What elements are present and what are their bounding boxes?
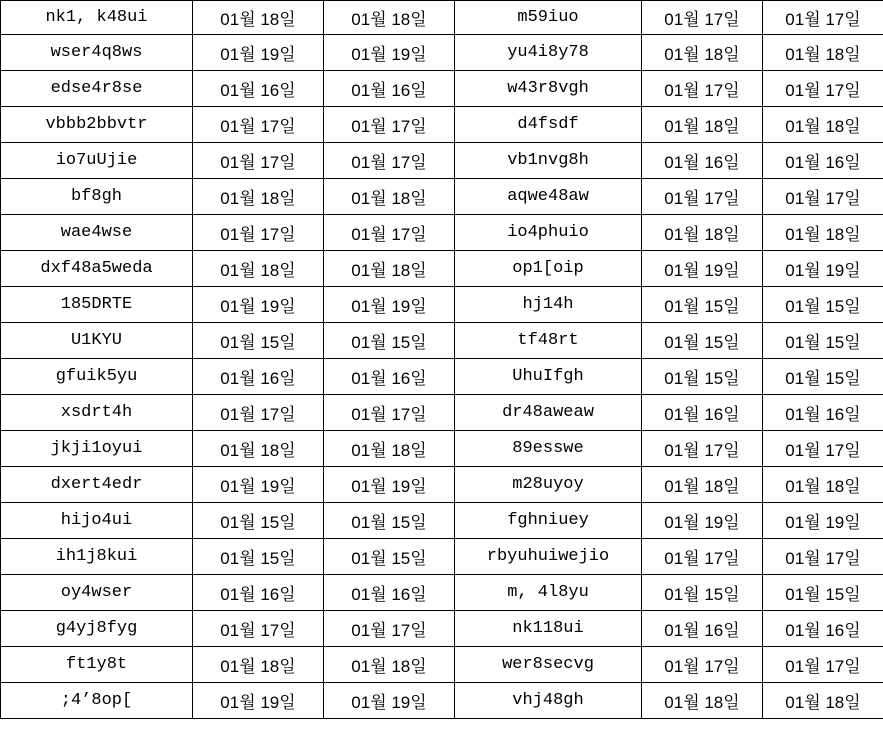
table-cell-code: d4fsdf [455, 107, 642, 143]
table-cell-date: 01월 18일 [324, 647, 455, 683]
table-cell-code: edse4r8se [1, 71, 193, 107]
table-cell-date: 01월 18일 [193, 179, 324, 215]
table-cell-date: 01월 19일 [193, 683, 324, 719]
table-row [1, 323, 883, 359]
table-cell-code: bf8gh [1, 179, 193, 215]
table-cell-code: m59iuo [455, 1, 642, 35]
table-cell-code: jkji1oyui [1, 431, 193, 467]
table-cell-code: vb1nvg8h [455, 143, 642, 179]
table-row [1, 179, 883, 215]
table-cell-code: nk118ui [455, 611, 642, 647]
table-body [1, 1, 883, 719]
table-cell-code: tf48rt [455, 323, 642, 359]
table-cell-date: 01월 17일 [324, 143, 455, 179]
table-row [1, 647, 883, 683]
table-cell-date: 01월 17일 [324, 107, 455, 143]
table-cell-date: 01월 16일 [324, 71, 455, 107]
table-row [1, 575, 883, 611]
table-row [1, 287, 883, 323]
table-cell-date: 01월 15일 [642, 575, 763, 611]
table-cell-date: 01월 18일 [642, 683, 763, 719]
table-row [1, 1, 883, 35]
table-cell-code: dxf48a5weda [1, 251, 193, 287]
table-cell-code: aqwe48aw [455, 179, 642, 215]
table-cell-code: dr48aweaw [455, 395, 642, 431]
table-cell-date: 01월 18일 [193, 647, 324, 683]
table-cell-date: 01월 17일 [193, 107, 324, 143]
table-cell-code: 89esswe [455, 431, 642, 467]
table-cell-date: 01월 16일 [763, 611, 883, 647]
table-row [1, 35, 883, 71]
table-cell-date: 01월 18일 [324, 1, 455, 35]
table-cell-code: hj14h [455, 287, 642, 323]
table-cell-code: ;4’8op[ [1, 683, 193, 719]
table-cell-code: wae4wse [1, 215, 193, 251]
table-cell-date: 01월 17일 [642, 1, 763, 35]
table-row [1, 611, 883, 647]
table-cell-date: 01월 15일 [324, 323, 455, 359]
table-cell-date: 01월 17일 [763, 647, 883, 683]
table-cell-code: xsdrt4h [1, 395, 193, 431]
table-cell-date: 01월 18일 [642, 107, 763, 143]
table-cell-date: 01월 19일 [324, 467, 455, 503]
table-cell-date: 01월 17일 [642, 647, 763, 683]
table-cell-date: 01월 15일 [642, 359, 763, 395]
table-cell-date: 01월 16일 [324, 359, 455, 395]
table-cell-date: 01월 17일 [193, 215, 324, 251]
table-row [1, 143, 883, 179]
table-cell-date: 01월 18일 [763, 107, 883, 143]
table-row [1, 683, 883, 719]
table-cell-date: 01월 15일 [324, 539, 455, 575]
table-cell-date: 01월 18일 [193, 1, 324, 35]
table-cell-date: 01월 17일 [642, 71, 763, 107]
table-cell-date: 01월 15일 [193, 323, 324, 359]
table-cell-date: 01월 18일 [763, 683, 883, 719]
table-cell-date: 01월 17일 [193, 143, 324, 179]
table-cell-code: io7uUjie [1, 143, 193, 179]
table-cell-date: 01월 17일 [324, 611, 455, 647]
table-cell-code: oy4wser [1, 575, 193, 611]
table-cell-date: 01월 18일 [642, 215, 763, 251]
table-cell-date: 01월 17일 [193, 395, 324, 431]
table-cell-date: 01월 19일 [193, 287, 324, 323]
table-cell-date: 01월 16일 [193, 575, 324, 611]
table-cell-code: g4yj8fyg [1, 611, 193, 647]
table-cell-date: 01월 15일 [763, 287, 883, 323]
table-cell-date: 01월 16일 [763, 143, 883, 179]
table-cell-date: 01월 17일 [763, 539, 883, 575]
table-cell-code: dxert4edr [1, 467, 193, 503]
table-cell-date: 01월 17일 [324, 215, 455, 251]
table-cell-date: 01월 18일 [763, 467, 883, 503]
table-row [1, 467, 883, 503]
table-cell-date: 01월 15일 [642, 287, 763, 323]
table-cell-code: 185DRTE [1, 287, 193, 323]
table-cell-date: 01월 15일 [763, 575, 883, 611]
table-cell-code: rbyuhuiwejio [455, 539, 642, 575]
table-cell-code: ft1y8t [1, 647, 193, 683]
table-cell-date: 01월 19일 [642, 503, 763, 539]
table-cell-code: w43r8vgh [455, 71, 642, 107]
table-cell-date: 01월 17일 [763, 71, 883, 107]
table-cell-date: 01월 18일 [763, 35, 883, 71]
table-cell-code: hijo4ui [1, 503, 193, 539]
table-cell-code: nk1, k48ui [1, 1, 193, 35]
table-cell-code: vbbb2bbvtr [1, 107, 193, 143]
table-cell-code: U1KYU [1, 323, 193, 359]
table-cell-date: 01월 17일 [642, 539, 763, 575]
table-cell-code: gfuik5yu [1, 359, 193, 395]
table-cell-date: 01월 19일 [324, 287, 455, 323]
table-row [1, 395, 883, 431]
table-cell-date: 01월 18일 [324, 251, 455, 287]
table-cell-date: 01월 18일 [324, 179, 455, 215]
table-cell-date: 01월 18일 [193, 251, 324, 287]
table-row [1, 503, 883, 539]
table-row [1, 431, 883, 467]
table-cell-date: 01월 19일 [763, 503, 883, 539]
table-cell-date: 01월 16일 [763, 395, 883, 431]
table-cell-date: 01월 18일 [324, 431, 455, 467]
table-cell-date: 01월 19일 [763, 251, 883, 287]
table-row [1, 215, 883, 251]
table-cell-date: 01월 19일 [324, 683, 455, 719]
table-cell-date: 01월 15일 [763, 323, 883, 359]
table-cell-date: 01월 17일 [763, 179, 883, 215]
table-cell-code: m28uyoy [455, 467, 642, 503]
table-cell-code: wer8secvg [455, 647, 642, 683]
table-cell-date: 01월 15일 [324, 503, 455, 539]
table-cell-date: 01월 19일 [642, 251, 763, 287]
table-row [1, 71, 883, 107]
table-row [1, 107, 883, 143]
table-cell-date: 01월 19일 [193, 467, 324, 503]
table-cell-code: vhj48gh [455, 683, 642, 719]
table-cell-date: 01월 18일 [642, 467, 763, 503]
table-cell-date: 01월 19일 [193, 35, 324, 71]
table-cell-date: 01월 17일 [324, 395, 455, 431]
table-cell-date: 01월 17일 [642, 431, 763, 467]
table-cell-date: 01월 18일 [642, 35, 763, 71]
table-cell-date: 01월 17일 [642, 179, 763, 215]
table-cell-date: 01월 15일 [763, 359, 883, 395]
table-cell-code: m, 4l8yu [455, 575, 642, 611]
table-row [1, 539, 883, 575]
table-cell-code: ih1j8kui [1, 539, 193, 575]
table-cell-date: 01월 17일 [763, 1, 883, 35]
table-cell-code: wser4q8ws [1, 35, 193, 71]
table-cell-date: 01월 16일 [324, 575, 455, 611]
table-cell-date: 01월 17일 [763, 431, 883, 467]
table-cell-date: 01월 15일 [193, 539, 324, 575]
table-cell-date: 01월 16일 [642, 395, 763, 431]
table-cell-date: 01월 15일 [642, 323, 763, 359]
table-cell-date: 01월 17일 [193, 611, 324, 647]
table-cell-date: 01월 16일 [193, 71, 324, 107]
table-cell-code: fghniuey [455, 503, 642, 539]
table-cell-date: 01월 16일 [193, 359, 324, 395]
table-cell-date: 01월 19일 [324, 35, 455, 71]
table-cell-date: 01월 16일 [642, 611, 763, 647]
table-row [1, 359, 883, 395]
table-cell-code: io4phuio [455, 215, 642, 251]
table-row [1, 251, 883, 287]
table-cell-date: 01월 18일 [193, 431, 324, 467]
table-cell-code: yu4i8y78 [455, 35, 642, 71]
table-cell-code: op1[oip [455, 251, 642, 287]
table-cell-date: 01월 18일 [763, 215, 883, 251]
table-cell-date: 01월 16일 [642, 143, 763, 179]
table-cell-code: UhuIfgh [455, 359, 642, 395]
table-cell-date: 01월 15일 [193, 503, 324, 539]
